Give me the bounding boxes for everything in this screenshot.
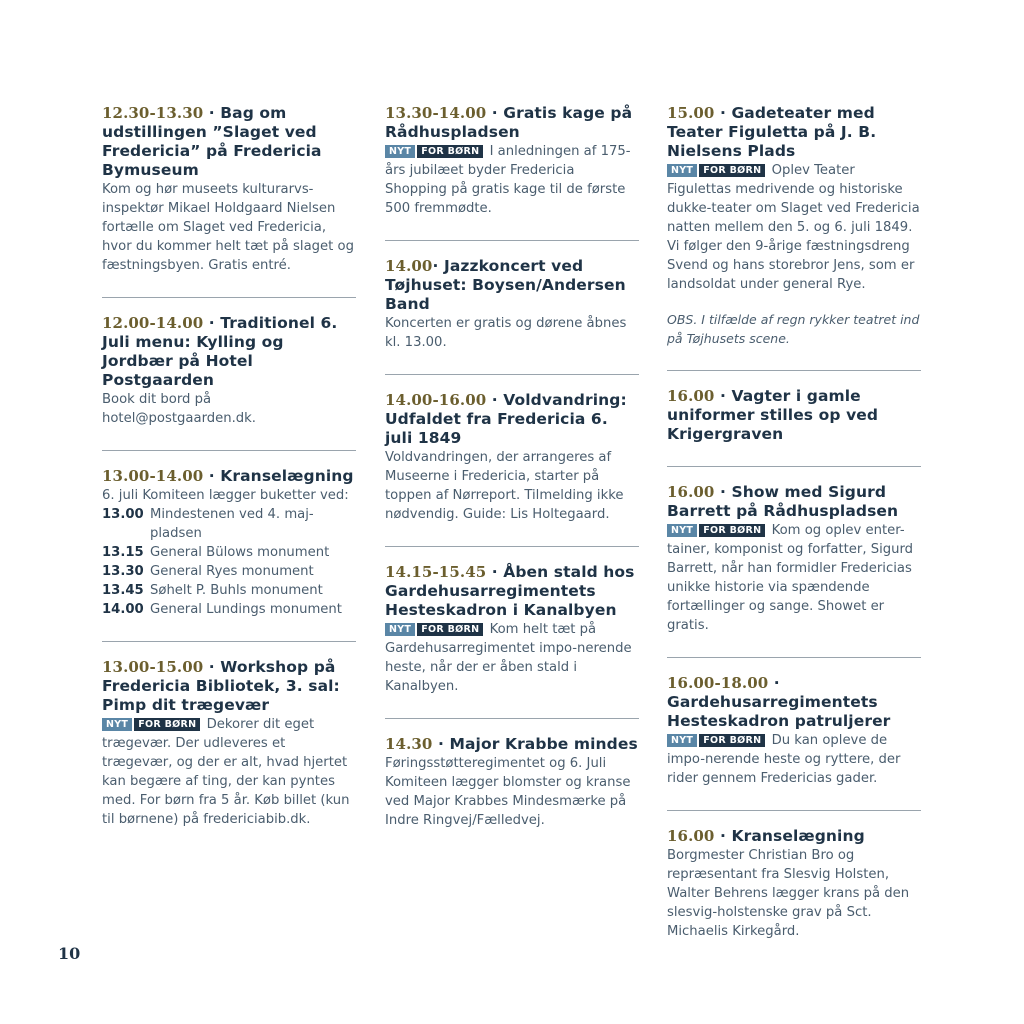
event-bymuseum — [102, 104, 356, 298]
time-separator: · — [203, 104, 221, 122]
event-time: 14.00-16.00 — [385, 391, 487, 409]
event-text: Dekorer dit eget trægevær. Der udleveres et trægevær, og der er alt, hvad hjertet kan begære af ting, der kan pyntes med. For børn fra 5 år. Køb billet (kun til børnene) på fredericiabib.dk. — [102, 717, 350, 827]
event-description: Koncerten er gratis og dørene åbnes kl. 13.00. — [385, 316, 627, 350]
event-time: 16.00 — [667, 827, 715, 845]
event-heading — [102, 467, 356, 486]
event-time: 14.30 — [385, 735, 433, 753]
event-time: 13.00-14.00 — [102, 467, 204, 485]
event-time: 16.00-18.00 — [667, 674, 769, 692]
schedule-time: 13.30 — [102, 564, 144, 579]
event-title: Workshop på Fredericia Bibliotek, 3. sal: Pimp dit trægevær — [102, 658, 340, 714]
time-separator: · — [203, 467, 221, 485]
event-time: 14.00 — [385, 257, 433, 275]
event-workshop — [102, 658, 356, 851]
for-kids-badge: FOR BØRN — [699, 524, 765, 537]
time-separator: · — [714, 104, 732, 122]
event-description: Borgmester Christian Bro og repræsentant fra Slesvig Holsten, Walter Behrens lægger krans på den slesvig-holstenske grav på Sct. Michaelis Kirkegård. — [667, 848, 910, 939]
event-title: Show med Sigurd Barrett på Rådhuspladsen — [667, 483, 899, 520]
new-badge: NYT — [385, 145, 415, 158]
event-gratis-kage — [385, 104, 639, 241]
schedule-place: General Bülows monument — [150, 545, 330, 560]
rain-note: OBS. I tilfælde af regn rykker teatret ind på Tøjhusets scene. — [667, 312, 920, 346]
for-kids-badge: FOR BØRN — [699, 164, 765, 177]
new-badge: NYT — [385, 623, 415, 636]
time-separator: · — [714, 483, 732, 501]
schedule-place: Søhelt P. Buhls monument — [150, 583, 323, 598]
event-heading — [667, 483, 921, 521]
event-aaben-stald — [385, 563, 639, 719]
event-vagter — [667, 387, 921, 467]
event-description — [385, 142, 639, 218]
event-heading — [385, 563, 639, 620]
event-description — [667, 521, 921, 635]
time-separator: · — [486, 563, 504, 581]
event-title: Åben stald hos Gardehusarregimentets Hesteskadron i Kanalbyen — [385, 563, 635, 619]
time-separator: · — [714, 387, 732, 405]
new-badge: NYT — [667, 164, 697, 177]
column-2 — [385, 104, 639, 868]
event-title: Traditionel 6. Juli menu: Kylling og Jordbær på Hotel Postgaarden — [102, 314, 338, 389]
event-title: Kranselægning — [731, 827, 865, 845]
event-text: I anledningen af 175-års jubilæet byder Fredericia Shopping på gratis kage til de første 500 fremmødte. — [385, 144, 631, 216]
event-heading — [385, 257, 639, 314]
time-separator: · — [768, 674, 780, 692]
event-time: 16.00 — [667, 483, 715, 501]
event-description — [667, 731, 921, 788]
schedule-time: 13.00 — [102, 507, 144, 522]
event-heading — [385, 104, 639, 142]
event-title: Major Krabbe mindes — [449, 735, 638, 753]
time-separator: · — [714, 827, 732, 845]
schedule-place: General Ryes monument — [150, 564, 314, 579]
column-3 — [667, 104, 921, 979]
for-kids-badge: FOR BØRN — [699, 734, 765, 747]
event-gadeteater — [667, 104, 921, 371]
event-heading — [102, 314, 356, 390]
event-title: Gratis kage på Rådhuspladsen — [385, 104, 633, 141]
event-description: Book dit bord på hotel@postgaarden.dk. — [102, 392, 256, 426]
new-badge: NYT — [667, 524, 697, 537]
event-time: 13.00-15.00 — [102, 658, 204, 676]
schedule-place: Mindestenen ved 4. maj-pladsen — [150, 507, 314, 541]
event-heading — [102, 658, 356, 715]
event-heading — [667, 104, 921, 161]
event-heading — [102, 104, 356, 180]
event-title: Gardehusarregimentets Hesteskadron patruljerer — [667, 693, 891, 730]
event-heading — [385, 735, 639, 754]
event-heading — [667, 387, 921, 444]
time-separator: · — [432, 735, 450, 753]
event-kranselaegning-schedule — [102, 467, 356, 642]
for-kids-badge: FOR BØRN — [417, 623, 483, 636]
event-description — [385, 620, 639, 696]
event-text: Kom og oplev enter-tainer, komponist og forfatter, Sigurd Barrett, når han formidler Fredericias unikke historie via spændende fortællinger og sange. Showet er gratis. — [667, 523, 914, 633]
event-heading — [667, 674, 921, 731]
event-time: 15.00 — [667, 104, 715, 122]
event-time: 14.15-15.45 — [385, 563, 487, 581]
event-voldvandring — [385, 391, 639, 547]
time-separator: · — [203, 658, 221, 676]
schedule-place: General Lundings monument — [150, 602, 342, 617]
time-separator: · — [203, 314, 221, 332]
wreath-schedule — [102, 505, 356, 619]
event-time: 16.00 — [667, 387, 715, 405]
event-description: Kom og hør museets kulturarvs-inspektør Mikael Holdgaard Nielsen fortælle om Slaget ved Fredericia, hvor du kommer helt tæt på slaget og fæstningsbyen. Gratis entré. — [102, 182, 354, 273]
event-time: 12.00-14.00 — [102, 314, 204, 332]
event-description: 6. juli Komiteen lægger buketter ved: — [102, 488, 349, 503]
event-time: 12.30-13.30 — [102, 104, 204, 122]
event-time: 13.30-14.00 — [385, 104, 487, 122]
time-separator: · — [486, 104, 504, 122]
schedule-time: 13.15 — [102, 545, 144, 560]
column-1 — [102, 104, 356, 867]
event-kranselaegning-kirkegaard — [667, 827, 921, 963]
event-title: Vagter i gamle uniformer stilles op ved Krigergraven — [667, 387, 879, 443]
event-text: Oplev Teater Figulettas medrivende og historiske dukke-teater om Slaget ved Fredericia natten mellem den 5. og 6. juli 1849. Vi følger den 9-årige fæstningsdreng Svend og hans storebror Jens, som er landsoldat under general Rye. — [667, 163, 920, 292]
event-patrulje — [667, 674, 921, 811]
event-title: Voldvandring: Udfaldet fra Fredericia 6. juli 1849 — [385, 391, 627, 447]
time-separator: · — [432, 257, 444, 275]
event-text: Du kan opleve de impo-nerende heste og ryttere, der rider gennem Fredericias gader. — [667, 733, 901, 786]
event-title: Gadeteater med Teater Figuletta på J. B. Nielsens Plads — [667, 104, 877, 160]
schedule-time: 13.45 — [102, 583, 144, 598]
new-badge: NYT — [102, 718, 132, 731]
event-title: Bag om udstillingen ”Slaget ved Fredericia” på Fredericia Bymuseum — [102, 104, 322, 179]
event-description: Voldvandringen, der arrangeres af Museerne i Fredericia, starter på toppen af Nørreport. Tilmelding ikke nødvendig. Guide: Lis Holtegaard. — [385, 450, 624, 522]
schedule-time: 14.00 — [102, 602, 144, 617]
event-description — [102, 715, 356, 829]
event-heading — [667, 827, 921, 846]
time-separator: · — [486, 391, 504, 409]
event-heading — [385, 391, 639, 448]
event-description: Føringsstøtteregimentet og 6. Juli Komiteen lægger blomster og kranse ved Major Krabbes Mindesmærke på Indre Ringvej/Fælledvej. — [385, 756, 631, 828]
new-badge: NYT — [667, 734, 697, 747]
event-title: Jazzkoncert ved Tøjhuset: Boysen/Andersen Band — [385, 257, 626, 313]
page-number: 10 — [58, 944, 81, 963]
event-postgaarden — [102, 314, 356, 451]
event-title: Kranselægning — [220, 467, 354, 485]
event-jazzkoncert — [385, 257, 639, 375]
event-major-krabbe — [385, 735, 639, 852]
event-text: Kom helt tæt på Gardehusarregimentet impo-nerende heste, når der er åben stald i Kanalbyen. — [385, 622, 632, 694]
for-kids-badge: FOR BØRN — [134, 718, 200, 731]
event-description — [667, 161, 921, 294]
event-sigurd-barrett — [667, 483, 921, 658]
for-kids-badge: FOR BØRN — [417, 145, 483, 158]
